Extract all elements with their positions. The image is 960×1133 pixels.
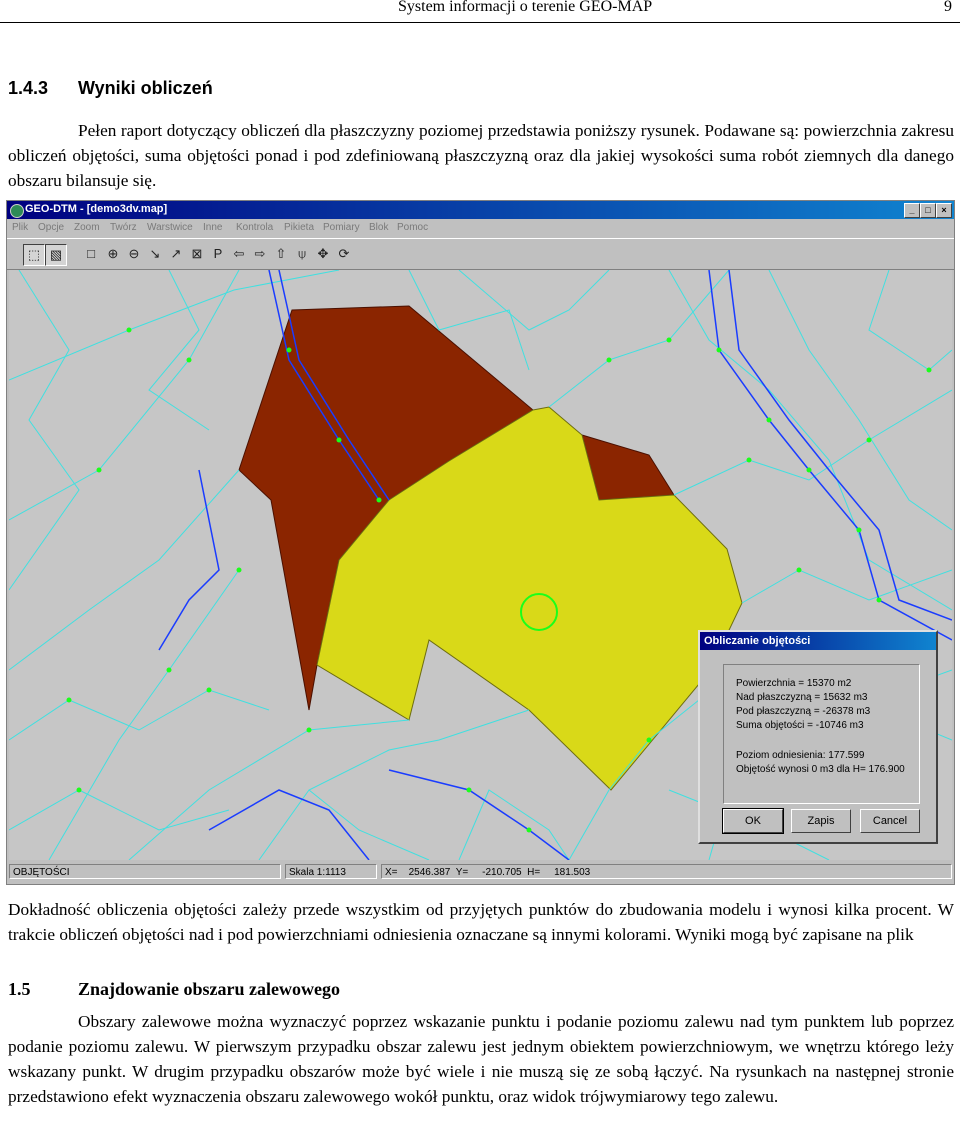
measure-icon[interactable]: ↘	[149, 246, 161, 261]
status-scale: Skala 1:1113	[285, 864, 377, 879]
result-area: Powierzchnia = 15370 m2	[736, 678, 852, 689]
accuracy-paragraph: Dokładność obliczenia objętości zależy przede wszystkim od przyjętych punktów do zbudowania modelu i wynosi kilka procent. W trakcie obliczeń objętości nad i pod powierzchniami odniesienia oznaczane są innymi kolorami. Wyniki mogą być zapisane na plik	[8, 900, 954, 944]
ok-button[interactable]: OK	[723, 809, 783, 833]
menu-warstwice[interactable]: Warstwice	[147, 222, 193, 233]
flood-paragraph: Obszary zalewowe można wyznaczyć poprzez wskazanie punktu i podanie poziomu zalewu nad tym punktem lub poprzez podanie poziomu zalewu. W pierwszym przypadku obszar zalewu jest jednym obiektem powierzchniowym, we wnętrzu którego leży wskazany punkt. W drugim przypadku obszarów może być wiele i nie muszą się ze sobą łączyć. Na rysunkach na następnej stronie przedstawiono efekt wyznaczenia obszaru zalewowego wokół punktu, oraz widok trójwymiarowy tego zalewu.	[8, 1012, 954, 1106]
target-icon[interactable]: ⊠	[191, 246, 203, 261]
pin-icon[interactable]: ⍦	[298, 246, 306, 261]
menu-blok[interactable]: Blok	[369, 222, 389, 233]
status-coordinates: X= 2546.387 Y= -210.705 H= 181.503	[381, 864, 952, 879]
status-bar	[7, 862, 954, 882]
app-icon	[10, 204, 24, 218]
section-number: 1.4.3	[8, 78, 49, 98]
menu-pomiary[interactable]: Pomiary	[323, 222, 360, 233]
dialog-title: Obliczanie objętości	[700, 632, 936, 650]
section-heading	[8, 78, 213, 99]
title-bar	[7, 201, 954, 219]
hatch-icon[interactable]: ▧	[45, 244, 67, 266]
menu-inne[interactable]: Inne	[203, 222, 223, 233]
cancel-button[interactable]: Cancel	[860, 809, 920, 833]
save-button[interactable]: Zapis	[791, 809, 851, 833]
page-header	[0, 0, 960, 23]
zoom-out-icon[interactable]: ⊖	[128, 246, 140, 261]
menu-pomoc[interactable]: Pomoc	[397, 222, 429, 233]
refresh-icon[interactable]: ⟳	[338, 246, 350, 261]
menu-plik[interactable]: Plik	[12, 222, 29, 233]
zoom-in-icon[interactable]: ⊕	[107, 246, 119, 261]
result-sum: Suma objętości = -10746 m3	[736, 720, 864, 731]
window-title: GEO-DTM - [demo3dv.map]	[25, 203, 168, 215]
section-title: Wyniki obliczeń	[78, 78, 213, 98]
section2-heading	[8, 979, 340, 1000]
status-mode: OBJĘTOŚCI	[9, 864, 281, 879]
result-above: Nad płaszczyzną = 15632 m3	[736, 692, 868, 703]
intro-paragraph: Pełen raport dotyczący obliczeń dla płaszczyzny poziomej przedstawia poniższy rysunek. Podawane są: powierzchnia zakresu obliczeń objętości, suma objętości ponad i pod zdefiniowaną płaszczyzną oraz dla jakiej wysokości suma robót ziemnych dla danego obszaru bilansuje się.	[8, 121, 954, 190]
volume-dialog	[698, 630, 938, 844]
menu-opcje[interactable]: Opcje	[38, 222, 65, 233]
section2-number: 1.5	[8, 979, 31, 999]
menu-bar	[7, 220, 954, 236]
section2-title: Znajdowanie obszaru zalewowego	[78, 979, 340, 999]
menu-pikieta[interactable]: Pikieta	[284, 222, 315, 233]
header-title: System informacji o terenie GEO-MAP	[398, 0, 653, 15]
arrow-up-icon[interactable]: ⇧	[275, 246, 287, 261]
menu-tworz[interactable]: Twórz	[110, 222, 137, 233]
line-icon[interactable]: ↗	[170, 246, 182, 261]
menu-zoom[interactable]: Zoom	[74, 222, 100, 233]
arrow-left-icon[interactable]: ⇦	[233, 246, 245, 261]
rectangle-icon[interactable]: □	[87, 246, 95, 261]
result-below: Pod płaszczyzną = -26378 m3	[736, 706, 871, 717]
select-arrow-icon[interactable]: ⬚	[23, 244, 45, 266]
arrow-right-icon[interactable]: ⇨	[254, 246, 266, 261]
page-number: 9	[944, 0, 952, 15]
toolbar	[7, 238, 954, 270]
result-reference-level: Poziom odniesienia: 177.599	[736, 750, 865, 761]
menu-kontrola[interactable]: Kontrola	[236, 222, 274, 233]
point-icon[interactable]: P	[213, 246, 223, 261]
maximize-button[interactable]: □	[920, 203, 936, 218]
close-button[interactable]: ×	[936, 203, 952, 218]
move-icon[interactable]: ✥	[317, 246, 329, 261]
minimize-button[interactable]: _	[904, 203, 920, 218]
result-balance-height: Objętość wynosi 0 m3 dla H= 176.900	[736, 764, 905, 775]
